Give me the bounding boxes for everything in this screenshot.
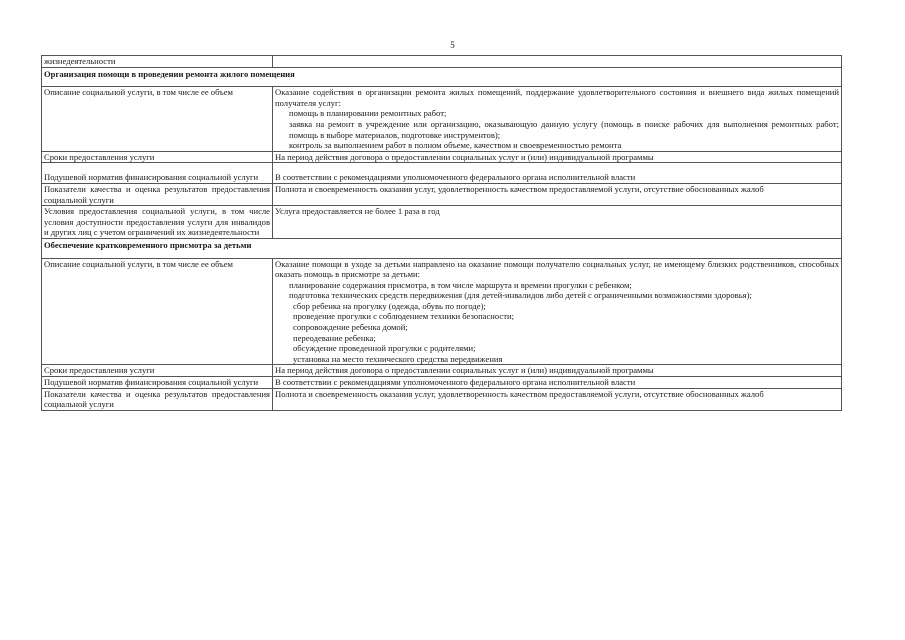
table-row bbox=[42, 377, 842, 389]
row-value-line: подготовка технических средств передвижения (для детей-инвалидов либо детей с ограниченными возможностями здоровья); bbox=[289, 290, 752, 301]
table-row bbox=[42, 163, 842, 184]
row-label: Сроки предоставления услуги bbox=[42, 365, 273, 377]
table-row bbox=[42, 388, 842, 410]
table-row bbox=[42, 183, 842, 205]
row-value bbox=[273, 163, 842, 184]
services-table-body bbox=[42, 56, 842, 411]
table-row bbox=[42, 206, 842, 239]
table-row bbox=[42, 365, 842, 377]
row-value-line: Полнота и своевременность оказания услуг, удовлетворенность качеством предоставляемой услуги, отсутствие обоснованных жалоб bbox=[275, 388, 764, 399]
row-label: Показатели качества и оценка результатов предоставления социальной услуги bbox=[42, 183, 273, 205]
row-value-line: помощь в планировании ремонтных работ; bbox=[289, 108, 447, 119]
row-label: Описание социальной услуги, в том числе ее объем bbox=[42, 87, 273, 152]
top-fragment-cell: жизнедеятельности bbox=[42, 56, 273, 68]
row-value bbox=[273, 183, 842, 205]
row-value bbox=[273, 258, 842, 365]
services-table bbox=[41, 55, 842, 411]
row-value-line: Услуга предоставляется не более 1 раза в год bbox=[275, 206, 440, 217]
row-value-line: переодевание ребенка; bbox=[293, 332, 376, 343]
table-row bbox=[42, 87, 842, 152]
row-value bbox=[273, 377, 842, 389]
row-value-line: На период действия договора о предоставлении социальных услуг и (или) индивидуальной программы bbox=[275, 151, 654, 162]
row-value-line: планирование содержания присмотра, в том числе маршрута и времени прогулки с ребенком; bbox=[289, 279, 632, 290]
row-value-line: Оказание помощи в уходе за детьми направлено на оказание помощи получателю социальных услуг, не имеющему близких родственников, способных оказать помощь в присмотре за детьми: bbox=[275, 258, 839, 280]
row-label: Подушевой норматив финансирования социальной услуги bbox=[42, 377, 273, 389]
section-header-row bbox=[42, 67, 842, 87]
top-fragment-empty-cell bbox=[273, 56, 842, 68]
row-value-line: установка на место технического средства передвижения bbox=[293, 353, 503, 364]
row-label: Описание социальной услуги, в том числе ее объем bbox=[42, 258, 273, 365]
row-label: Показатели качества и оценка результатов предоставления социальной услуги bbox=[42, 388, 273, 410]
row-value bbox=[273, 206, 842, 239]
row-value bbox=[273, 365, 842, 377]
table-row bbox=[42, 56, 842, 68]
row-value-line: На период действия договора о предоставлении социальных услуг и (или) индивидуальной программы bbox=[275, 365, 654, 376]
row-label: Подушевой норматив финансирования социальной услуги bbox=[42, 163, 273, 184]
row-value-line: проведение прогулки с соблюдением техники безопасности; bbox=[293, 311, 514, 322]
table-row bbox=[42, 151, 842, 163]
row-value bbox=[273, 388, 842, 410]
row-value-line: сбор ребенка на прогулку (одежда, обувь по погоде); bbox=[293, 300, 486, 311]
page-number: 5 bbox=[450, 40, 455, 50]
row-value bbox=[273, 151, 842, 163]
row-label: Условия предоставления социальной услуги, в том числе условия доступности предоставления услуги для инвалидов и других лиц с учетом ограничений их жизнедеятельности bbox=[42, 206, 273, 239]
section-header-row bbox=[42, 238, 842, 258]
row-value-line: В соответствии с рекомендациями уполномоченного федерального органа исполнительной власти bbox=[275, 172, 636, 183]
row-value-line: Оказание содействия в организации ремонта жилых помещений, поддержание удовлетворительного состояния и внешнего вида жилых помещений получателя услуг: bbox=[275, 87, 839, 108]
row-value-line: обсуждение проведенной прогулки с родителями; bbox=[293, 343, 476, 354]
row-value-line: контроль за выполнением работ в полном объеме, качеством и своевременностью ремонта bbox=[289, 140, 622, 151]
section-title: Обеспечение кратковременного присмотра за детьми bbox=[42, 238, 842, 258]
table-row bbox=[42, 258, 842, 365]
row-value-line: Полнота и своевременность оказания услуг, удовлетворенность качеством предоставляемой услуги, отсутствие обоснованных жалоб bbox=[275, 183, 764, 194]
row-value bbox=[273, 87, 842, 152]
row-value-line: В соответствии с рекомендациями уполномоченного федерального органа исполнительной власти bbox=[275, 377, 636, 388]
section-title: Организация помощи в проведении ремонта жилого помещения bbox=[42, 67, 842, 87]
row-label: Сроки предоставления услуги bbox=[42, 151, 273, 163]
row-value-line: заявка на ремонт в учреждение или организацию, оказывающую данную услугу (помощь в поиске рабочих для выполнения ремонтных работ; помощь в выборе материалов, подготовке инструментов); bbox=[289, 118, 839, 140]
row-value-line: сопровождение ребенка домой; bbox=[293, 322, 408, 333]
